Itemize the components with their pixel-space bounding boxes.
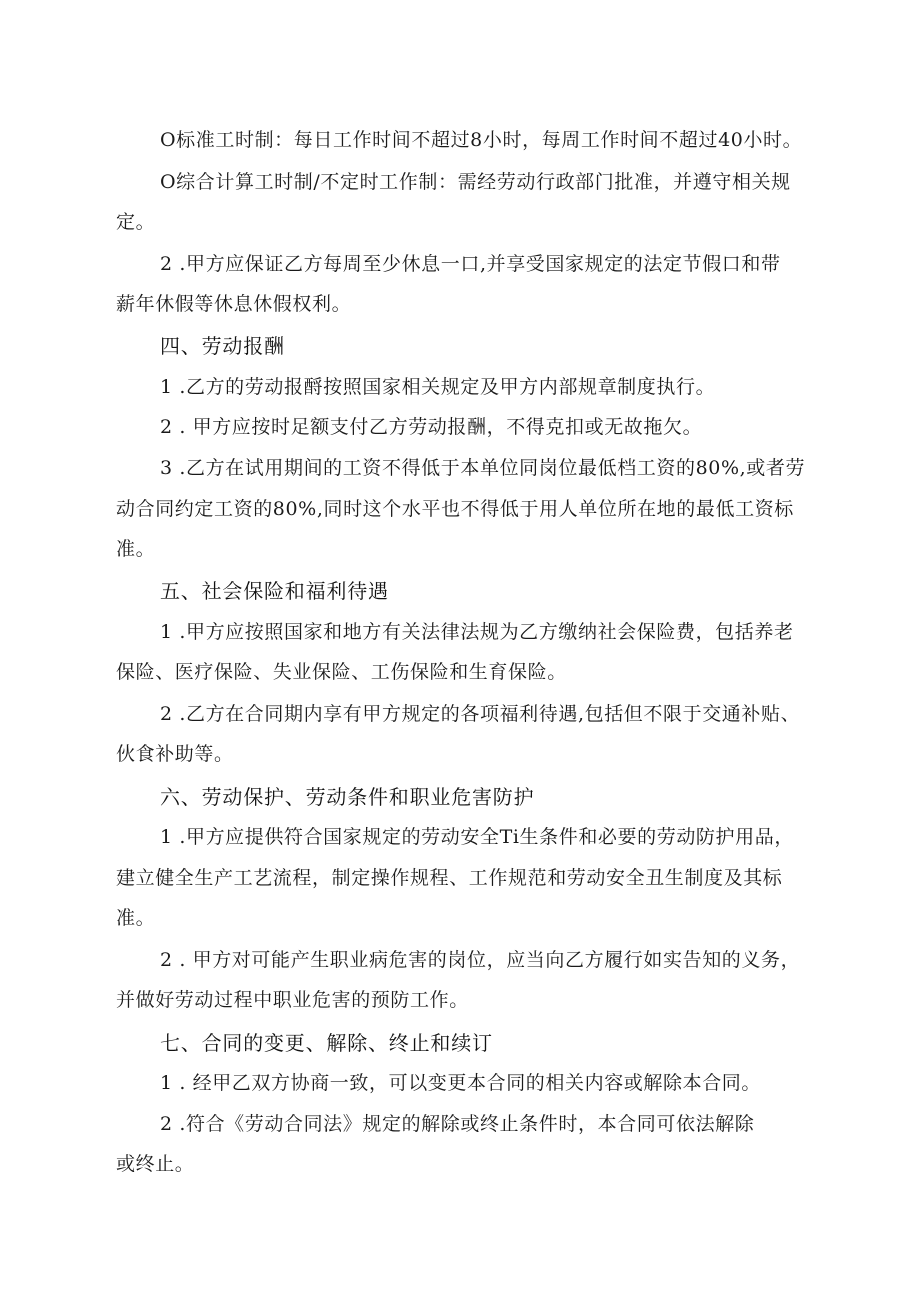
paragraph-line: 保险、医疗保险、失业保险、工伤保险和生育保险。 (116, 661, 567, 683)
paragraph-line: 2 . 甲方应按时足额支付乙方劳动报酬，不得克扣或无故拖欠。 (160, 416, 703, 438)
paragraph-line: 准。 (116, 907, 156, 929)
paragraph-line: 并做好劳动过程中职业危害的预防工作。 (116, 989, 469, 1011)
paragraph-line: 1 .甲方应按照国家和地方有关法律法规为乙方缴纳社会保险费，包括养老 (160, 621, 794, 643)
paragraph-line: 3 .乙方在试用期间的工资不得低于本单位同岗位最低档工资的80%,或者劳 (160, 457, 806, 479)
paragraph-line: 1 .乙方的劳动报酹按照国家相关规定及甲方内部规章制度执行。 (160, 376, 716, 398)
paragraph-line: 定。 (116, 211, 156, 233)
paragraph-line: 2 .甲方应保证乙方每周至少休息一口,并享受国家规定的法定节假口和带 (160, 253, 781, 275)
paragraph-line: 薪年休假等休息休假权利。 (116, 293, 352, 315)
section-heading: 七、合同的变更、解除、终止和续订 (160, 1031, 493, 1055)
paragraph-line: 准。 (116, 538, 156, 560)
paragraph-line: O综合计算工时制/不定时工作制：需经劳动行政部门批准，并遵守相关规 (160, 171, 791, 193)
paragraph-line: 伙食补助等。 (116, 743, 234, 765)
section-heading: 五、社会保险和福利待遇 (160, 579, 389, 603)
paragraph-line: 2 . 甲方对可能产生职业病危害的岗位，应当向乙方履行如实告知的义务， (160, 949, 801, 971)
paragraph-line: 或终止。 (116, 1153, 195, 1175)
paragraph-line: 建立健全生产工艺流程，制定操作规程、工作规范和劳动安全丑生制度及其标 (116, 867, 783, 889)
paragraph-line: O标准工时制：每日工作时间不超过8小时，每周工作时间不超过40小时。 (160, 129, 803, 151)
section-heading: 六、劳动保护、劳动条件和职业危害防护 (160, 785, 535, 809)
section-heading: 四、劳动报酬 (160, 334, 285, 358)
paragraph-line: 1 .甲方应提供符合国家规定的劳动安全Ti生条件和必要的劳动防护用品， (160, 826, 794, 848)
paragraph-line: 2 .乙方在合同期内享有甲方规定的各项福利待遇,包括但不限于交通补贴、 (160, 703, 801, 725)
paragraph-line: 动合同约定工资的80%,同时这个水平也不得低于用人单位所在地的最低工资标 (116, 498, 794, 520)
paragraph-line: 1 . 经甲乙双方协商一致，可以变更本合同的相关内容或解除本合同。 (160, 1072, 762, 1094)
paragraph-line: 2 .符合《劳动合同法》规定的解除或终止条件时，本合同可依法解除 (160, 1113, 755, 1135)
